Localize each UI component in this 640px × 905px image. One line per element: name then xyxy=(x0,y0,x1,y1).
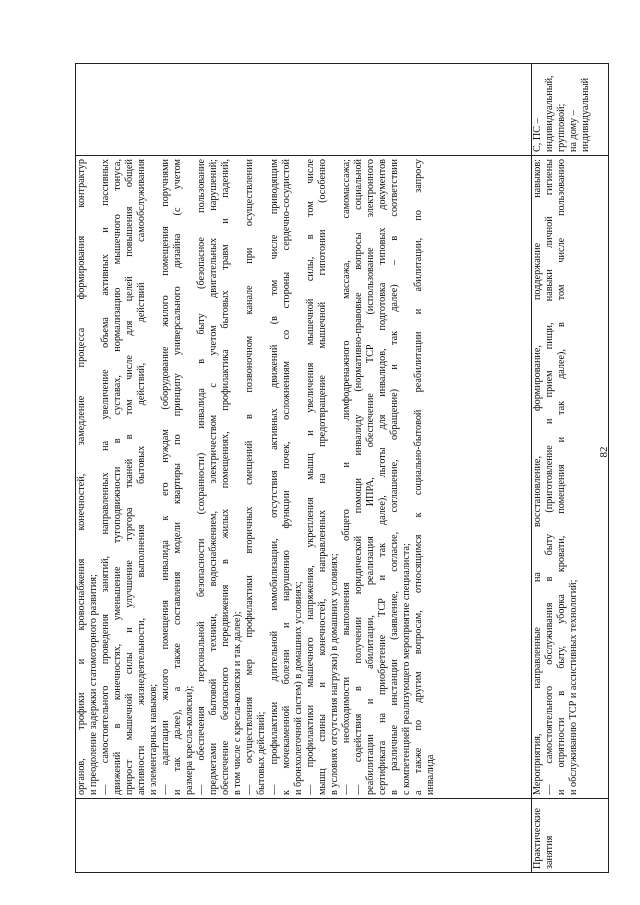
text-line: индивидуальный xyxy=(580,77,592,152)
text-line: активности жизнедеятельности, выполнения бытовых действий, действий самообслуживания xyxy=(136,159,148,795)
practical-sessions-label xyxy=(532,802,556,869)
text-line: обеспечение безопасного передвижения в жилых помещениях, профилактика бытовых травм и падений, xyxy=(220,159,232,795)
text-line: — адаптации жилого помещения инвалида к его нуждам (оборудование жилого помещения поручнями xyxy=(160,159,172,795)
row1-col1-cell xyxy=(76,799,532,873)
text-line: бытовых действий; xyxy=(256,711,268,795)
row1-col3-cell xyxy=(76,64,532,156)
text-line: — содействия в получении юридической помощи инвалиду (нормативно-правовые вопросы социальной xyxy=(352,159,364,795)
text-line: — самостоятельного проведения занятий, направленных на увеличение объема активных и пассивных xyxy=(100,159,112,795)
text-line: Практические xyxy=(532,807,543,869)
row1-col2-cell xyxy=(76,156,532,799)
text-line: Мероприятия, направленные на восстановление, формирование, поддержание навыков: xyxy=(532,159,543,795)
text-line: и обслуживанию ТСР и ассистивных технологий; xyxy=(568,579,580,795)
text-line: и опрятности в быту, уборка кровати, помещения и так далее), в том числе пользованию xyxy=(556,159,568,795)
text-line: сертификата на приобретение ТСР и так далее), льготы для инвалидов, подготовка типовых документов xyxy=(376,159,388,795)
text-line: и бронхолегочной систем) в домашних условиях; xyxy=(292,581,304,795)
row2-col1-cell xyxy=(532,799,609,873)
text-line: а также по другим вопросам, относящимся к социально-бытовой реабилитации и абилитации, по запросу xyxy=(412,159,424,795)
text-line: в том числе с кресла-коляски и так далее); xyxy=(232,611,244,795)
text-line: — необходимости выполнения общего и лимфодренажного массажа, самомассажа; xyxy=(340,159,352,795)
text-line: предметами бытовой техники, водоснабжением, электричеством с учетом двигательных нарушений; xyxy=(208,159,220,795)
rehab-measures-table xyxy=(75,63,609,873)
text-line: с компетенцией реализующего мероприятие специалиста; xyxy=(400,543,412,795)
rotated-page-content xyxy=(75,63,610,873)
row2-description xyxy=(532,159,580,795)
text-line: реабилитации и абилитации, реализация ИПРА, обеспечение ТСР (использование электронного xyxy=(364,159,376,795)
text-line: на дому – xyxy=(568,110,580,152)
text-line: органов, трофики и кровоснабжения конечностей, замедление процесса формирования контрактур xyxy=(76,159,87,795)
table-row xyxy=(76,64,532,873)
text-line: в условиях отсутствия нагрузки) в домашних условиях; xyxy=(328,553,340,795)
text-line: индивидуальный, xyxy=(544,75,556,152)
text-line: в различные инстанции (заявление, согласие, соглашение, обращение) и так далее) – в соответствии xyxy=(388,159,400,795)
text-line: — обеспечения персональной безопасности (сохранности) инвалида в быту (безопасное пользование xyxy=(196,159,208,795)
text-line: — самостоятельного обслуживания в быту (приготовление и прием пищи, навыки личной гигиены xyxy=(544,159,556,795)
row2-col2-cell xyxy=(532,156,609,799)
text-line: движений в конечностях, уменьшение тугоподвижности в суставах, нормализацию мышечного тонуса, xyxy=(112,159,124,795)
page-number: 82 xyxy=(598,446,610,458)
text-line: инвалида xyxy=(424,754,436,795)
text-line: к мочекаменной болезни и нарушению функции почек, осложнениям со стороны сердечно-сосудистой xyxy=(280,159,292,795)
text-line: и преодоление задержки статомоторного развития; xyxy=(88,574,100,795)
text-line: мышц спины и конечностей, направленных на предотвращение мышечной гипотонии (особенно xyxy=(316,159,328,795)
text-line: прирост мышечной силы и улучшение тургора тканей в том числе для целей повышения общей xyxy=(124,159,136,795)
text-line: размера кресла-коляски); xyxy=(184,685,196,795)
text-line: занятия xyxy=(544,835,556,869)
text-line: групповой; xyxy=(556,103,568,152)
text-line: — осуществления мер профилактики вторичных смещений в позвоночном канале при осуществлении xyxy=(244,159,256,795)
text-line: С, ПС – xyxy=(532,118,543,152)
row1-description xyxy=(76,159,437,795)
text-line: — профилактики длительной иммобилизации, отсутствия активных движений (в том числе приводящим xyxy=(268,159,280,795)
row2-col3-cell xyxy=(532,64,609,156)
text-line: и элементарных навыков; xyxy=(148,683,160,795)
format-label xyxy=(532,67,592,152)
table-row xyxy=(532,64,609,873)
text-line: — профилактики мышечного напряжения, укрепления мышц и увеличения мышечной силы, в том числе xyxy=(304,159,316,795)
text-line: и так далее), а также составления модели квартиры по принципу универсального дизайна (с учетом xyxy=(172,159,184,795)
